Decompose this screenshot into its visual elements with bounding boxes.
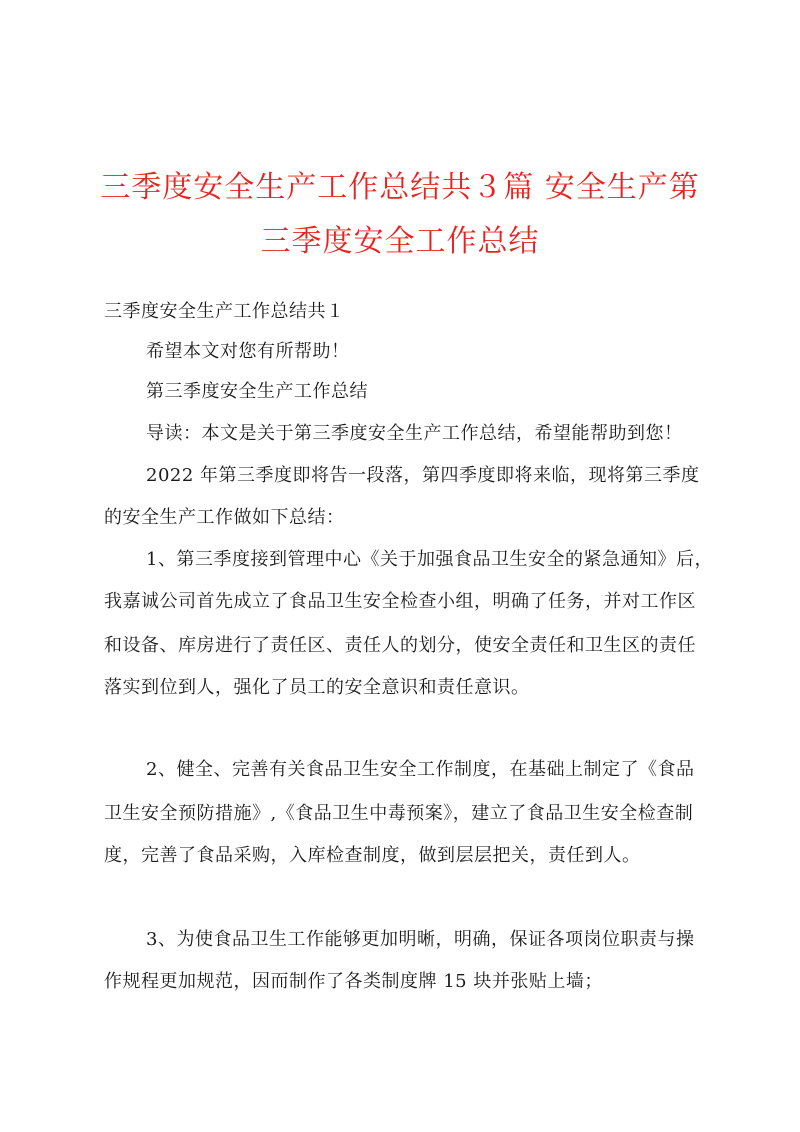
paragraph-line: 我嘉诚公司首先成立了食品卫生安全检查小组，明确了任务，并对工作区	[104, 591, 696, 612]
paragraph-line: 1、第三季度接到管理中心《关于加强食品卫生安全的紧急通知》后，	[146, 549, 713, 570]
paragraph-line: 落实到位到人，强化了员工的安全意识和责任意识。	[104, 677, 530, 698]
paragraph-line: 度，完善了食品采购，入库检查制度，做到层层把关，责任到人。	[104, 845, 641, 866]
paragraph-line: 2022 年第三季度即将告一段落，第四季度即将来临，现将第三季度	[146, 465, 700, 486]
paragraph-line: 第三季度安全生产工作总结	[146, 381, 368, 402]
document-title-line-2: 三季度安全工作总结	[260, 224, 540, 259]
section-heading: 三季度安全生产工作总结共１	[104, 301, 345, 322]
paragraph-line: 和设备、库房进行了责任区、责任人的划分，使安全责任和卫生区的责任	[104, 635, 696, 656]
paragraph-line: 希望本文对您有所帮助！	[146, 341, 350, 362]
paragraph-line: 卫生安全预防措施》,《食品卫生中毒预案》，建立了食品卫生安全检查制	[104, 803, 694, 824]
paragraph-line: 作规程更加规范，因而制作了各类制度牌 15 块并张贴上墙；	[104, 971, 603, 992]
paragraph-line: 导读：本文是关于第三季度安全生产工作总结，希望能帮助到您！	[146, 423, 683, 444]
paragraph-line: 2、健全、完善有关食品卫生安全工作制度，在基础上制定了《食品	[146, 759, 695, 780]
paragraph-line: 的安全生产工作做如下总结：	[104, 507, 345, 528]
paragraph-line: 3、为使食品卫生工作能够更加明晰，明确，保证各项岗位职责与操	[146, 929, 695, 950]
document-title-line-1: 三季度安全生产工作总结共３篇 安全生产第	[100, 170, 700, 205]
